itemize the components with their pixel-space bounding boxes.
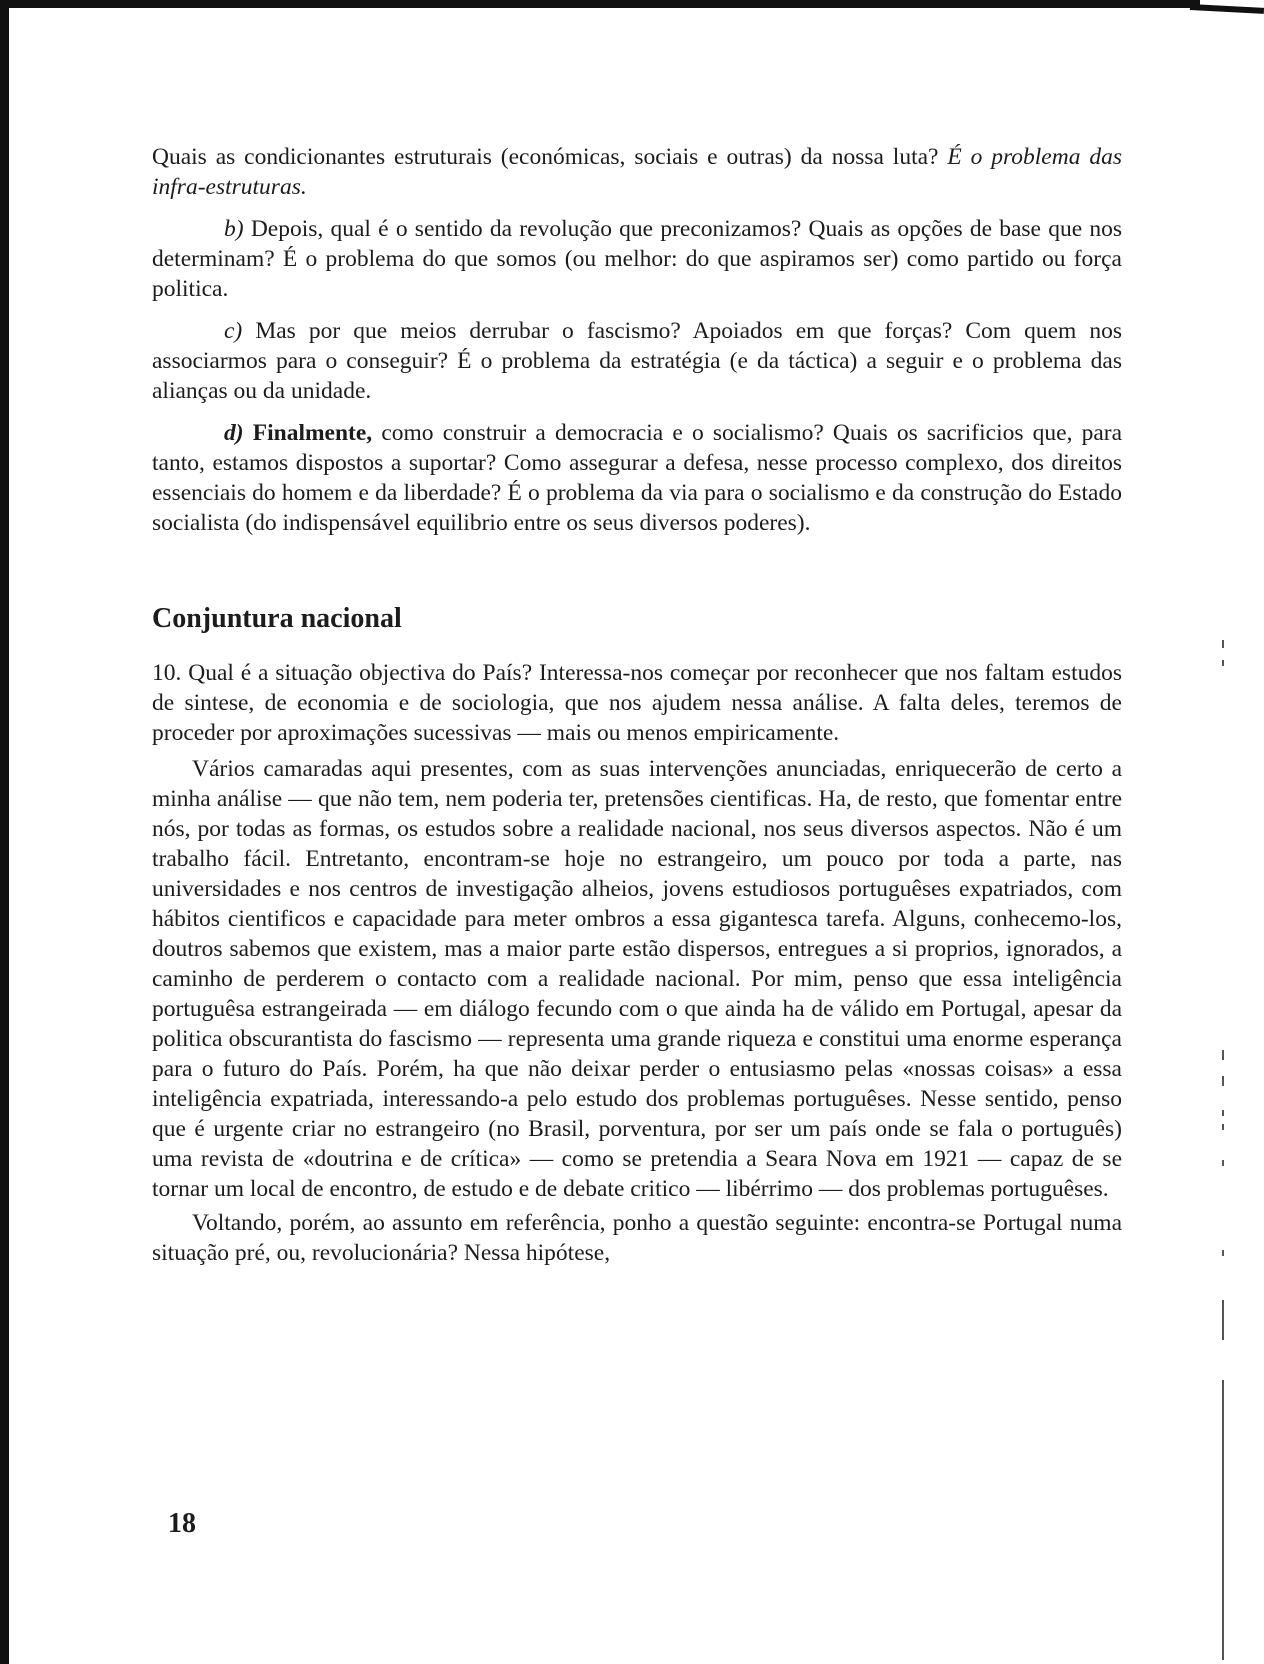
intro-paragraph [152,142,1122,202]
paragraph-2: Vários camaradas aqui presentes, com as suas intervenções anunciadas, enriquecerão de certo a minha análise — que não tem, nem poderia ter, pretensões cientificas. Ha, de resto, que fomentar entre nós, por todas as formas, os estudos sobre a realidade nacional, nos seus diversos aspectos. Não é um trabalho fácil. Entretanto, encontram-se hoje no estrangeiro, um pouco por toda a parte, nas universidades e nos centros de investigação alheios, jovens estudiosos portuguêses expatriados, com hábitos cientificos e capacidade para meter ombros a essa gigantesca tarefa. Alguns, conhecemo-los, doutros sabemos que existem, mas a maior parte estão dispersos, entregues a si proprios, ignorados, a caminho de perderem o contacto com a realidade nacional. Por mim, penso que essa inteligência portuguêsa estrangeirada — em diálogo fecundo com o que ainda ha de válido em Portugal, apesar da politica obscurantista do fascismo — representa uma grande riqueza e constitui uma enorme esperança para o futuro do País. Porém, ha que não deixar perder o entusiasmo pelas «nossas coisas» a essa inteligência expatriada, interessando-a pelo estudo dos problemas portuguêses. Nesse sentido, penso que é urgente criar no estrangeiro (no Brasil, porventura, por ser um país onde se fala o português) uma revista de «doutrina e de crítica» — como se pretendia a Seara Nova em 1921 — capaz de se tornar um local de encontro, de estudo e de debate critico — libérrimo — dos problemas portuguêses. [152,756,1122,1202]
page-border-top-tail [1190,4,1264,14]
paragraph-3: Voltando, porém, ao assunto em referência, ponho a questão seguinte: encontra-se Portugal numa situação pré, ou, revolucionária? Nessa hipótese, [152,1210,1122,1266]
item-d-text: como construir a democracia e o socialismo? Quais os sacrificios que, para tanto, estamos dispostos a suportar? Como assegurar a defesa, nesse processo complexo, dos direitos essenciais do homem e da liberdade? É o problema da via para o socialismo e da construção do Estado socialista (do indispensável equilibrio entre os seus diversos poderes). [152,420,1123,536]
paragraph-10-number: 10. [152,660,182,686]
scan-artifacts [1220,640,1226,1660]
paragraph-10 [152,658,1122,748]
item-c-letter: c) [224,318,243,344]
intro-text: Quais as condicionantes estruturais (económicas, sociais e outras) da nossa luta? [152,144,939,170]
intro-italic-text: É o problema das infra-estruturas. [152,144,1122,200]
item-b-text: Depois, qual é o sentido da revolução que preconizamos? Quais as opções de base que nos determinam? É o problema do que somos (ou melhor: do que aspiramos ser) como partido ou força politica. [152,216,1122,302]
item-d-lead: Finalmente, [252,420,373,446]
document-page [152,142,1122,1268]
item-d-letter: d) [224,420,244,446]
paragraph-10-text: Qual é a situação objectiva do País? Interessa-nos começar por reconhecer que nos faltam estudos de sintese, de economia e de sociologia, que nos ajudem nessa análise. A falta deles, teremos de proceder por aproximações sucessivas — mais ou menos empiricamente. [152,660,1122,746]
page-border-top [0,0,1200,8]
page-number: 18 [168,1508,196,1539]
item-b-paragraph [152,214,1122,304]
section-heading: Conjuntura nacional [152,603,402,634]
item-b-letter: b) [224,216,244,242]
page-border-left [0,0,9,1664]
item-c-text: Mas por que meios derrubar o fascismo? Apoiados em que forças? Com quem nos associarmos para o conseguir? É o problema da estratégia (e da táctica) a seguir e o problema das alianças ou da unidade. [152,318,1123,404]
item-d-paragraph [152,418,1122,538]
item-c-paragraph [152,316,1122,406]
